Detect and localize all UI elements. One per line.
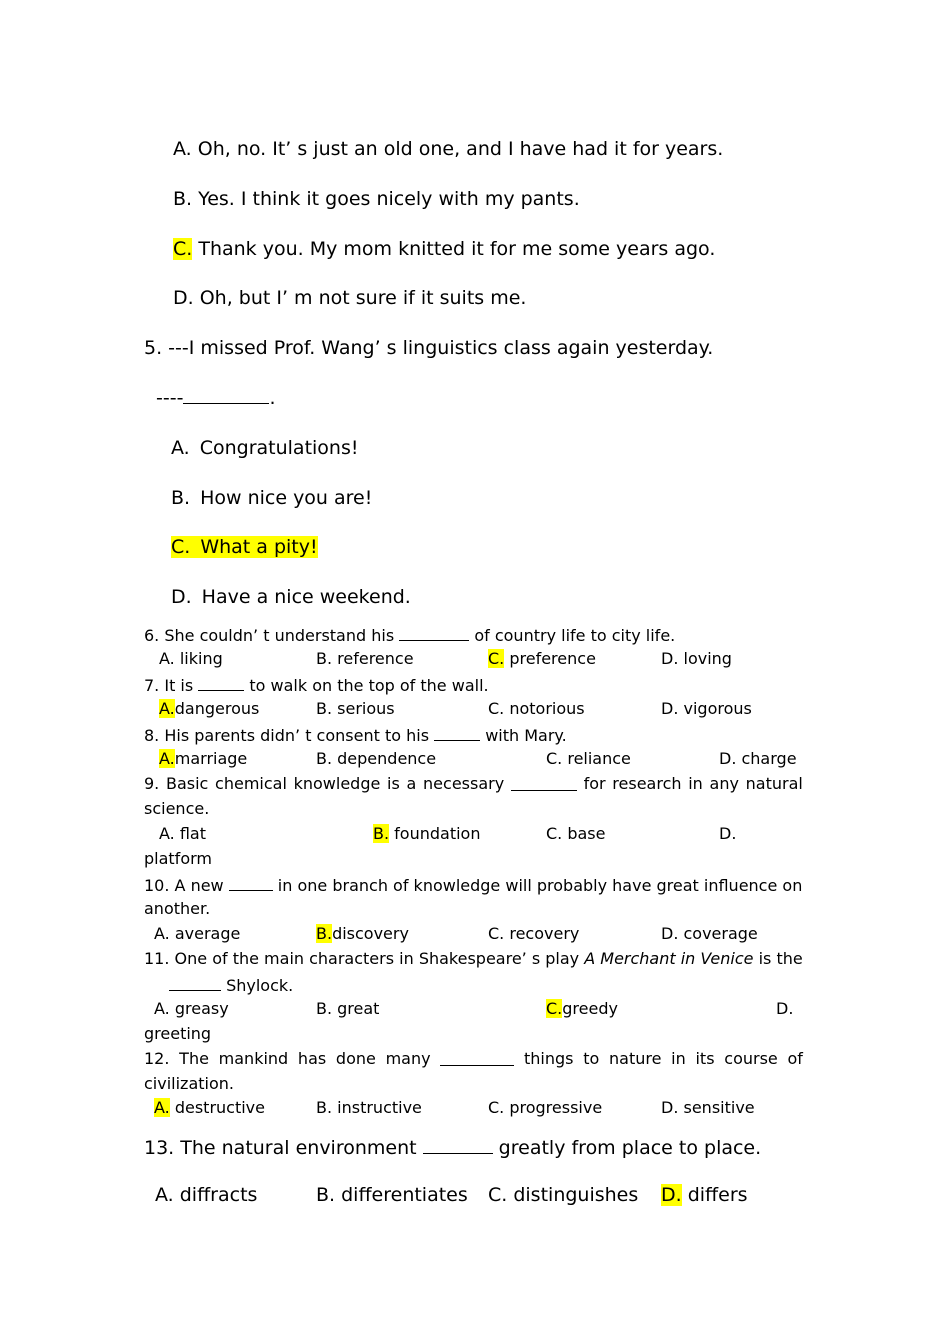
q12-option-d: D. sensitive [661,1098,755,1117]
q5-option-a: A. Congratulations! [171,437,359,459]
q13-stem: 13. The natural environment greatly from place to place. [144,1137,762,1159]
q12-stem: 12. The mankind has done many things to nature in its course of [144,1049,803,1068]
q12-option-a: A. destructive [154,1098,265,1117]
q4-option-a: A. Oh, no. It’ s just an old one, and I have had it for years. [173,138,724,160]
q9-option-d-text: platform [144,849,212,868]
q11-option-a: A. greasy [154,999,229,1018]
q12-stem-line2: civilization. [144,1074,234,1093]
q11-option-c: C.greedy [546,999,618,1018]
q6-option-a: A. liking [159,649,223,668]
q8-option-c: C. reliance [546,749,631,768]
q7-stem: 7. It is to walk on the top of the wall. [144,676,489,695]
answer-blank [434,726,480,741]
answer-blank [423,1136,493,1154]
q4-option-d: D. Oh, but I’ m not sure if it suits me. [173,287,527,309]
answer-highlight: C. [173,238,193,260]
answer-highlight: A. [154,1098,170,1117]
q5-option-d: D. Have a nice weekend. [171,586,411,608]
answer-blank [511,776,577,791]
q7-option-b: B. serious [316,699,395,718]
q8-option-b: B. dependence [316,749,437,768]
q10-stem: 10. A new in one branch of knowledge will probably have great influence on [144,876,803,895]
answer-blank [399,626,469,641]
answer-highlight: D. [661,1184,682,1206]
q11-stem: 11. One of the main characters in Shakespeare’ s play A Merchant in Venice is the [144,949,803,968]
q10-option-a: A. average [154,924,241,943]
play-title: A Merchant in Venice [584,949,754,968]
answer-blank [183,389,269,404]
answer-blank [169,976,221,991]
q9-option-c: C. base [546,824,606,843]
q8-option-d: D. charge [719,749,797,768]
q6-option-b: B. reference [316,649,414,668]
answer-highlight: C. What a pity! [171,536,318,558]
q12-option-b: B. instructive [316,1098,422,1117]
q9-stem-line2: science. [144,799,210,818]
q4-option-c: C. Thank you. My mom knitted it for me some years ago. [173,238,716,260]
answer-highlight: C. [546,999,563,1018]
answer-blank [229,876,273,891]
q9-option-a: A. flat [159,824,206,843]
answer-highlight: A. [159,699,175,718]
answer-blank [198,676,244,691]
q5-stem: 5. ---I missed Prof. Wang’ s linguistics class again yesterday. [144,337,714,359]
q10-option-d: D. coverage [661,924,758,943]
q11-option-b: B. great [316,999,380,1018]
q13-option-d: D. differs [661,1184,748,1206]
answer-highlight: A. [159,749,175,768]
q10-option-c: C. recovery [488,924,580,943]
q11-option-d-text: greeting [144,1024,212,1043]
q9-option-b: B. foundation [373,824,481,843]
answer-highlight: C. [488,649,505,668]
q13-option-a: A. diffracts [155,1184,258,1206]
q10-option-b: B.discovery [316,924,409,943]
answer-highlight: B. [373,824,390,843]
q4-option-b: B. Yes. I think it goes nicely with my pants. [173,188,580,210]
q7-option-c: C. notorious [488,699,585,718]
q13-option-b: B. differentiates [316,1184,468,1206]
q6-option-c: C. preference [488,649,596,668]
q11-stem-line2: Shylock. [169,976,293,994]
q7-option-a: A.dangerous [159,699,260,718]
q11-option-d: D. [776,999,794,1018]
q6-stem: 6. She couldn’ t understand his of country life to city life. [144,626,676,645]
q5-option-c [171,538,318,557]
q5-response: ---- . [156,387,276,409]
answer-blank [440,1051,514,1066]
q10-stem-line2: another. [144,899,211,918]
q8-option-a: A.marriage [159,749,248,768]
q9-option-d: D. [719,824,737,843]
q12-option-c: C. progressive [488,1098,603,1117]
q9-stem: 9. Basic chemical knowledge is a necessary for research in any natural [144,774,803,793]
q13-option-c: C. distinguishes [488,1184,639,1206]
q6-option-d: D. loving [661,649,732,668]
q5-option-b: B. How nice you are! [171,487,373,509]
q8-stem: 8. His parents didn’ t consent to his with Mary. [144,726,567,745]
answer-highlight: B. [316,924,333,943]
q7-option-d: D. vigorous [661,699,752,718]
